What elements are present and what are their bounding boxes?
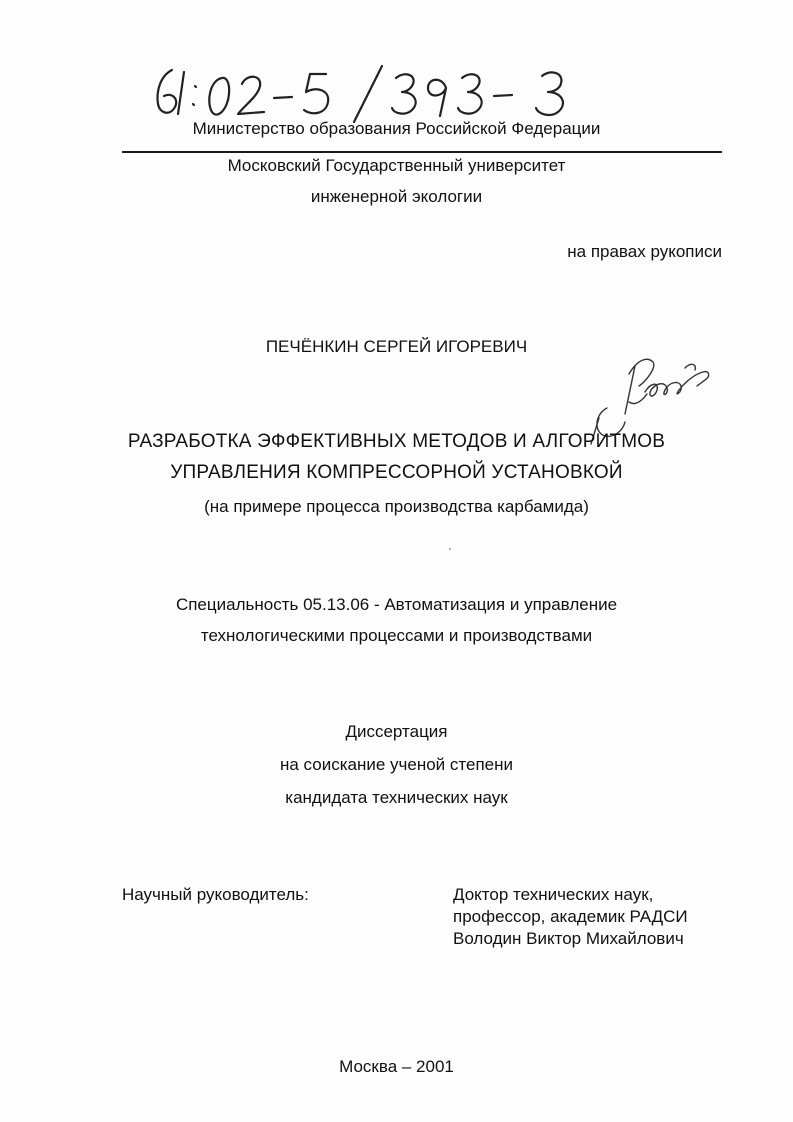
rights-note: на правах рукописи — [567, 242, 722, 261]
title-line2: УПРАВЛЕНИЯ КОМПРЕССОРНОЙ УСТАНОВКОЙ — [170, 462, 623, 483]
scan-speck — [449, 548, 451, 550]
supervisor-line2: профессор, академик РАДСИ — [453, 907, 688, 926]
supervisor-label: Научный руководитель: — [122, 885, 309, 904]
supervisor-line3: Володин Виктор Михайлович — [453, 929, 684, 948]
university-name-line1: Московский Государственный университет — [227, 156, 566, 175]
author-name: ПЕЧЁНКИН СЕРГЕЙ ИГОРЕВИЧ — [265, 337, 528, 356]
specialty-line2: технологическими процессами и производствами — [200, 626, 593, 645]
city-year: Москва – 2001 — [339, 1057, 454, 1076]
title-line1: РАЗРАБОТКА ЭФФЕКТИВНЫХ МЕТОДОВ И АЛГОРИТМОВ — [127, 431, 666, 452]
degree-line3: кандидата технических наук — [285, 788, 508, 807]
title-subtitle: (на примере процесса производства карбамида) — [204, 497, 589, 516]
degree-line1: Диссертация — [345, 722, 448, 741]
university-name-line2: инженерной экологии — [310, 187, 483, 206]
ministry-name: Министерство образования Российской Федерации — [192, 119, 601, 138]
header-divider — [122, 151, 722, 153]
degree-line2: на соискание ученой степени — [279, 755, 513, 774]
supervisor-line1: Доктор технических наук, — [453, 885, 654, 904]
handwritten-archive-number — [150, 62, 590, 124]
specialty-line1: Специальность 05.13.06 - Автоматизация и управление — [175, 595, 618, 614]
